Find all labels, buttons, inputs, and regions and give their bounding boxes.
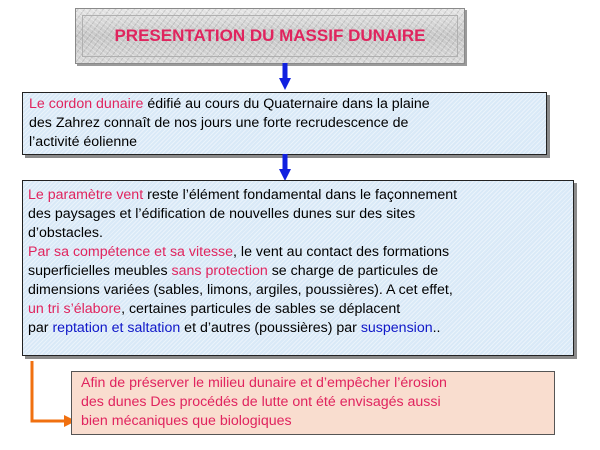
box3-line-3: bien mécaniques que biologiques (81, 413, 292, 429)
text-box-procedes-lutte (71, 371, 555, 435)
box2-text: et d’autres (poussières) par (180, 320, 361, 336)
box2-line-2: des paysages et l’édification de nouvelles dunes sur des sites (28, 206, 416, 222)
box2-text: , le vent au contact des formations (233, 244, 450, 260)
box2-text: se charge de particules de (267, 263, 439, 279)
box2-text: reste l’élément fondamental dans le façonnement (143, 187, 458, 203)
box3-line-1: Afin de préserver le milieu dunaire et d’empêcher l’érosion (81, 375, 447, 391)
box2-text: .. (432, 320, 441, 336)
box2-line-6: dimensions variées (sables, limons, argiles, poussières). A cet effet, (28, 282, 453, 298)
highlight-competence-vitesse: Par sa compétence et sa vitesse (28, 244, 234, 260)
page-title: PRESENTATION DU MASSIF DUNAIRE (114, 26, 426, 45)
highlight-sans-protection: sans protection (171, 263, 268, 279)
highlight-tri-elabore: un tri s’élabore (28, 301, 122, 317)
box3-line-2: des dunes Des procédés de lutte ont été envisagés aussi (81, 394, 441, 410)
box2-line-3: d’obstacles. (28, 225, 103, 241)
box2-text: par (28, 320, 53, 336)
highlight-cordon-dunaire: Le cordon dunaire (29, 96, 144, 112)
box2-text: superficielles meubles (28, 263, 172, 279)
box1-text: édifié au cours du Quaternaire dans la plaine (143, 96, 430, 112)
box1-line-3: l’activité éolienne (29, 134, 138, 150)
highlight-reptation-saltation: reptation et saltation (52, 320, 181, 336)
box1-line-2: des Zahrez connaît de nos jours une forte recrudescence de (29, 115, 409, 131)
highlight-parametre-vent: Le paramètre vent (28, 187, 144, 203)
box2-text: , certaines particules de sables se déplacent (121, 301, 401, 317)
highlight-suspension: suspension (360, 320, 433, 336)
